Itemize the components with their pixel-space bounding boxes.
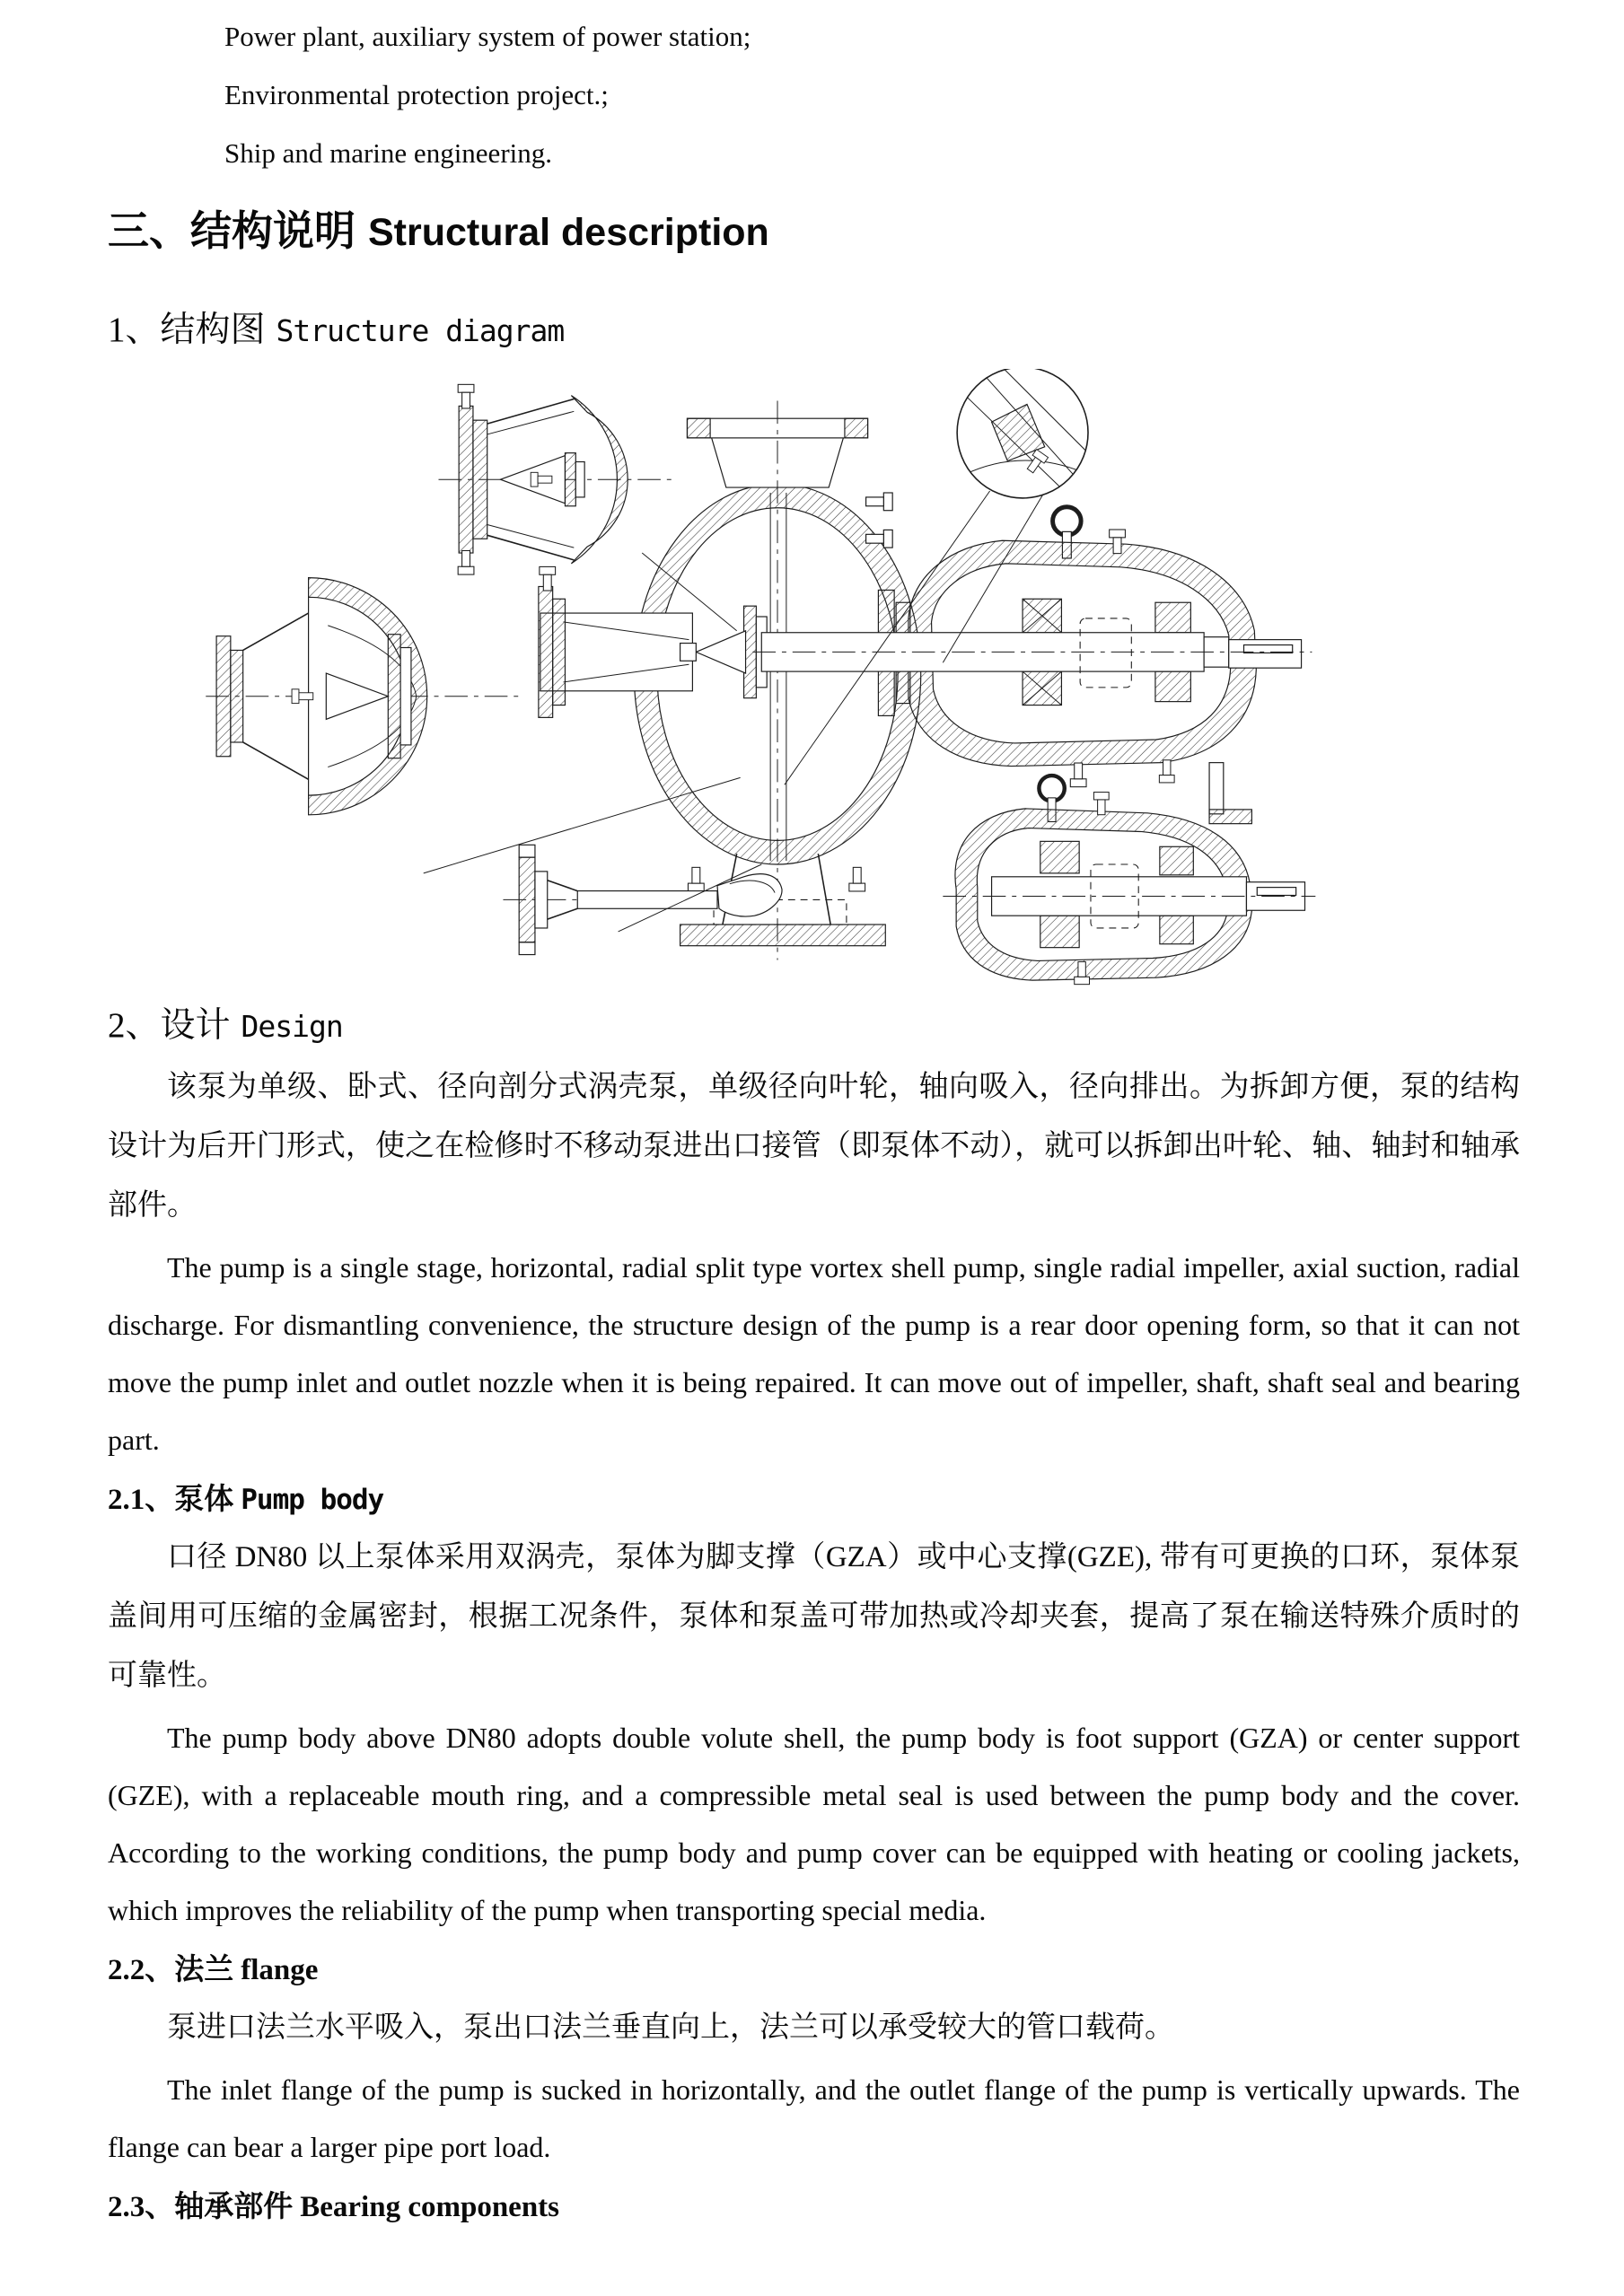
design-paragraph-en: The pump is a single stage, horizontal, radial split type vortex shell pump, single radial impeller, axial suction, radial discharge. For dismantling convenience, the structure design of the pump is a rear door opening form, so that it can not move the pump inlet and outlet nozzle when it is being repaired. It can move out of impeller, shaft, shaft seal and bearing part. (108, 1251, 1520, 1456)
subsection-en: Design (241, 1009, 343, 1044)
pump-cross-section-drawing (187, 369, 1372, 988)
impeller-volute-section (206, 578, 521, 815)
application-item: Ship and marine engineering. (224, 137, 553, 169)
subsection-en: Bearing components (300, 2191, 559, 2223)
pump-body-paragraph-en: The pump body above DN80 adopts double volute shell, the pump body is foot support (GZA) or center support (GZE), with a replaceable mouth ring, and a compressible metal seal is used between the pump body and the cover. According to the working conditions, the pump body and pump cover can be equipped with heating or cooling jackets, which improves the reliability of the pump when transporting special media. (108, 1722, 1520, 1926)
suction-cover-section (439, 384, 673, 574)
subsection-number: 2.3、 (108, 2191, 175, 2223)
pump-body-paragraph-zh: 口径 DN80 以上泵体采用双涡壳，泵体为脚支撑（GZA）或中心支撑(GZE), 带有可更换的口环，泵体泵盖间用可压缩的金属密封，根据工况条件，泵体和泵盖可带加热或冷却夹套，提高了泵在输送特殊介质时的可靠性。 (108, 1541, 1520, 1692)
subsection-zh: 1、结构图 (108, 311, 266, 349)
flange-paragraph-en: The inlet flange of the pump is sucked in horizontally, and the outlet flange of the pump is vertically upwards. The flange can bear a larger pipe port load. (108, 2073, 1520, 2163)
application-item: Power plant, auxiliary system of power station; (224, 21, 751, 52)
subsection-number: 2.1、 (108, 1484, 175, 1516)
design-paragraph-zh: 该泵为单级、卧式、径向剖分式涡壳泵，单级径向叶轮，轴向吸入，径向排出。为拆卸方便，泵的结构设计为后开门形式，使之在检修时不移动泵进出口接管（即泵体不动），就可以拆卸出叶轮、轴、轴封和轴承部件。 (108, 1071, 1520, 1222)
pump-casing-section (539, 400, 921, 960)
application-list (224, 7, 1520, 182)
subsection-en: Pump body (241, 1484, 384, 1516)
heading-en: Structural description (368, 211, 769, 254)
bearing-housing-lower-section (943, 776, 1315, 985)
application-item: Environmental protection project.; (224, 79, 609, 110)
subsection-bearing-components (108, 2186, 1520, 2228)
flange-paragraph-zh: 泵进口法兰水平吸入，泵出口法兰垂直向上，法兰可以承受较大的管口载荷。 (167, 2011, 1174, 2044)
subsection-flange (108, 1950, 1520, 1991)
subsection-design (108, 1003, 1520, 1050)
subsection-zh: 2、设计 (108, 1006, 231, 1045)
subsection-zh: 轴承部件 (174, 2191, 294, 2223)
subsection-structure-diagram (108, 307, 1520, 355)
pump-structure-diagram (187, 369, 1520, 990)
subsection-number: 2.2、 (108, 1954, 175, 1986)
section-heading-structural-description (108, 204, 1520, 260)
subsection-en: Structure diagram (276, 313, 565, 348)
subsection-en: flange (241, 1954, 319, 1986)
subsection-zh: 泵体 (174, 1484, 234, 1516)
heading-zh: 三、结构说明 (108, 208, 356, 254)
subsection-pump-body (108, 1479, 1520, 1520)
subsection-zh: 法兰 (174, 1954, 234, 1986)
